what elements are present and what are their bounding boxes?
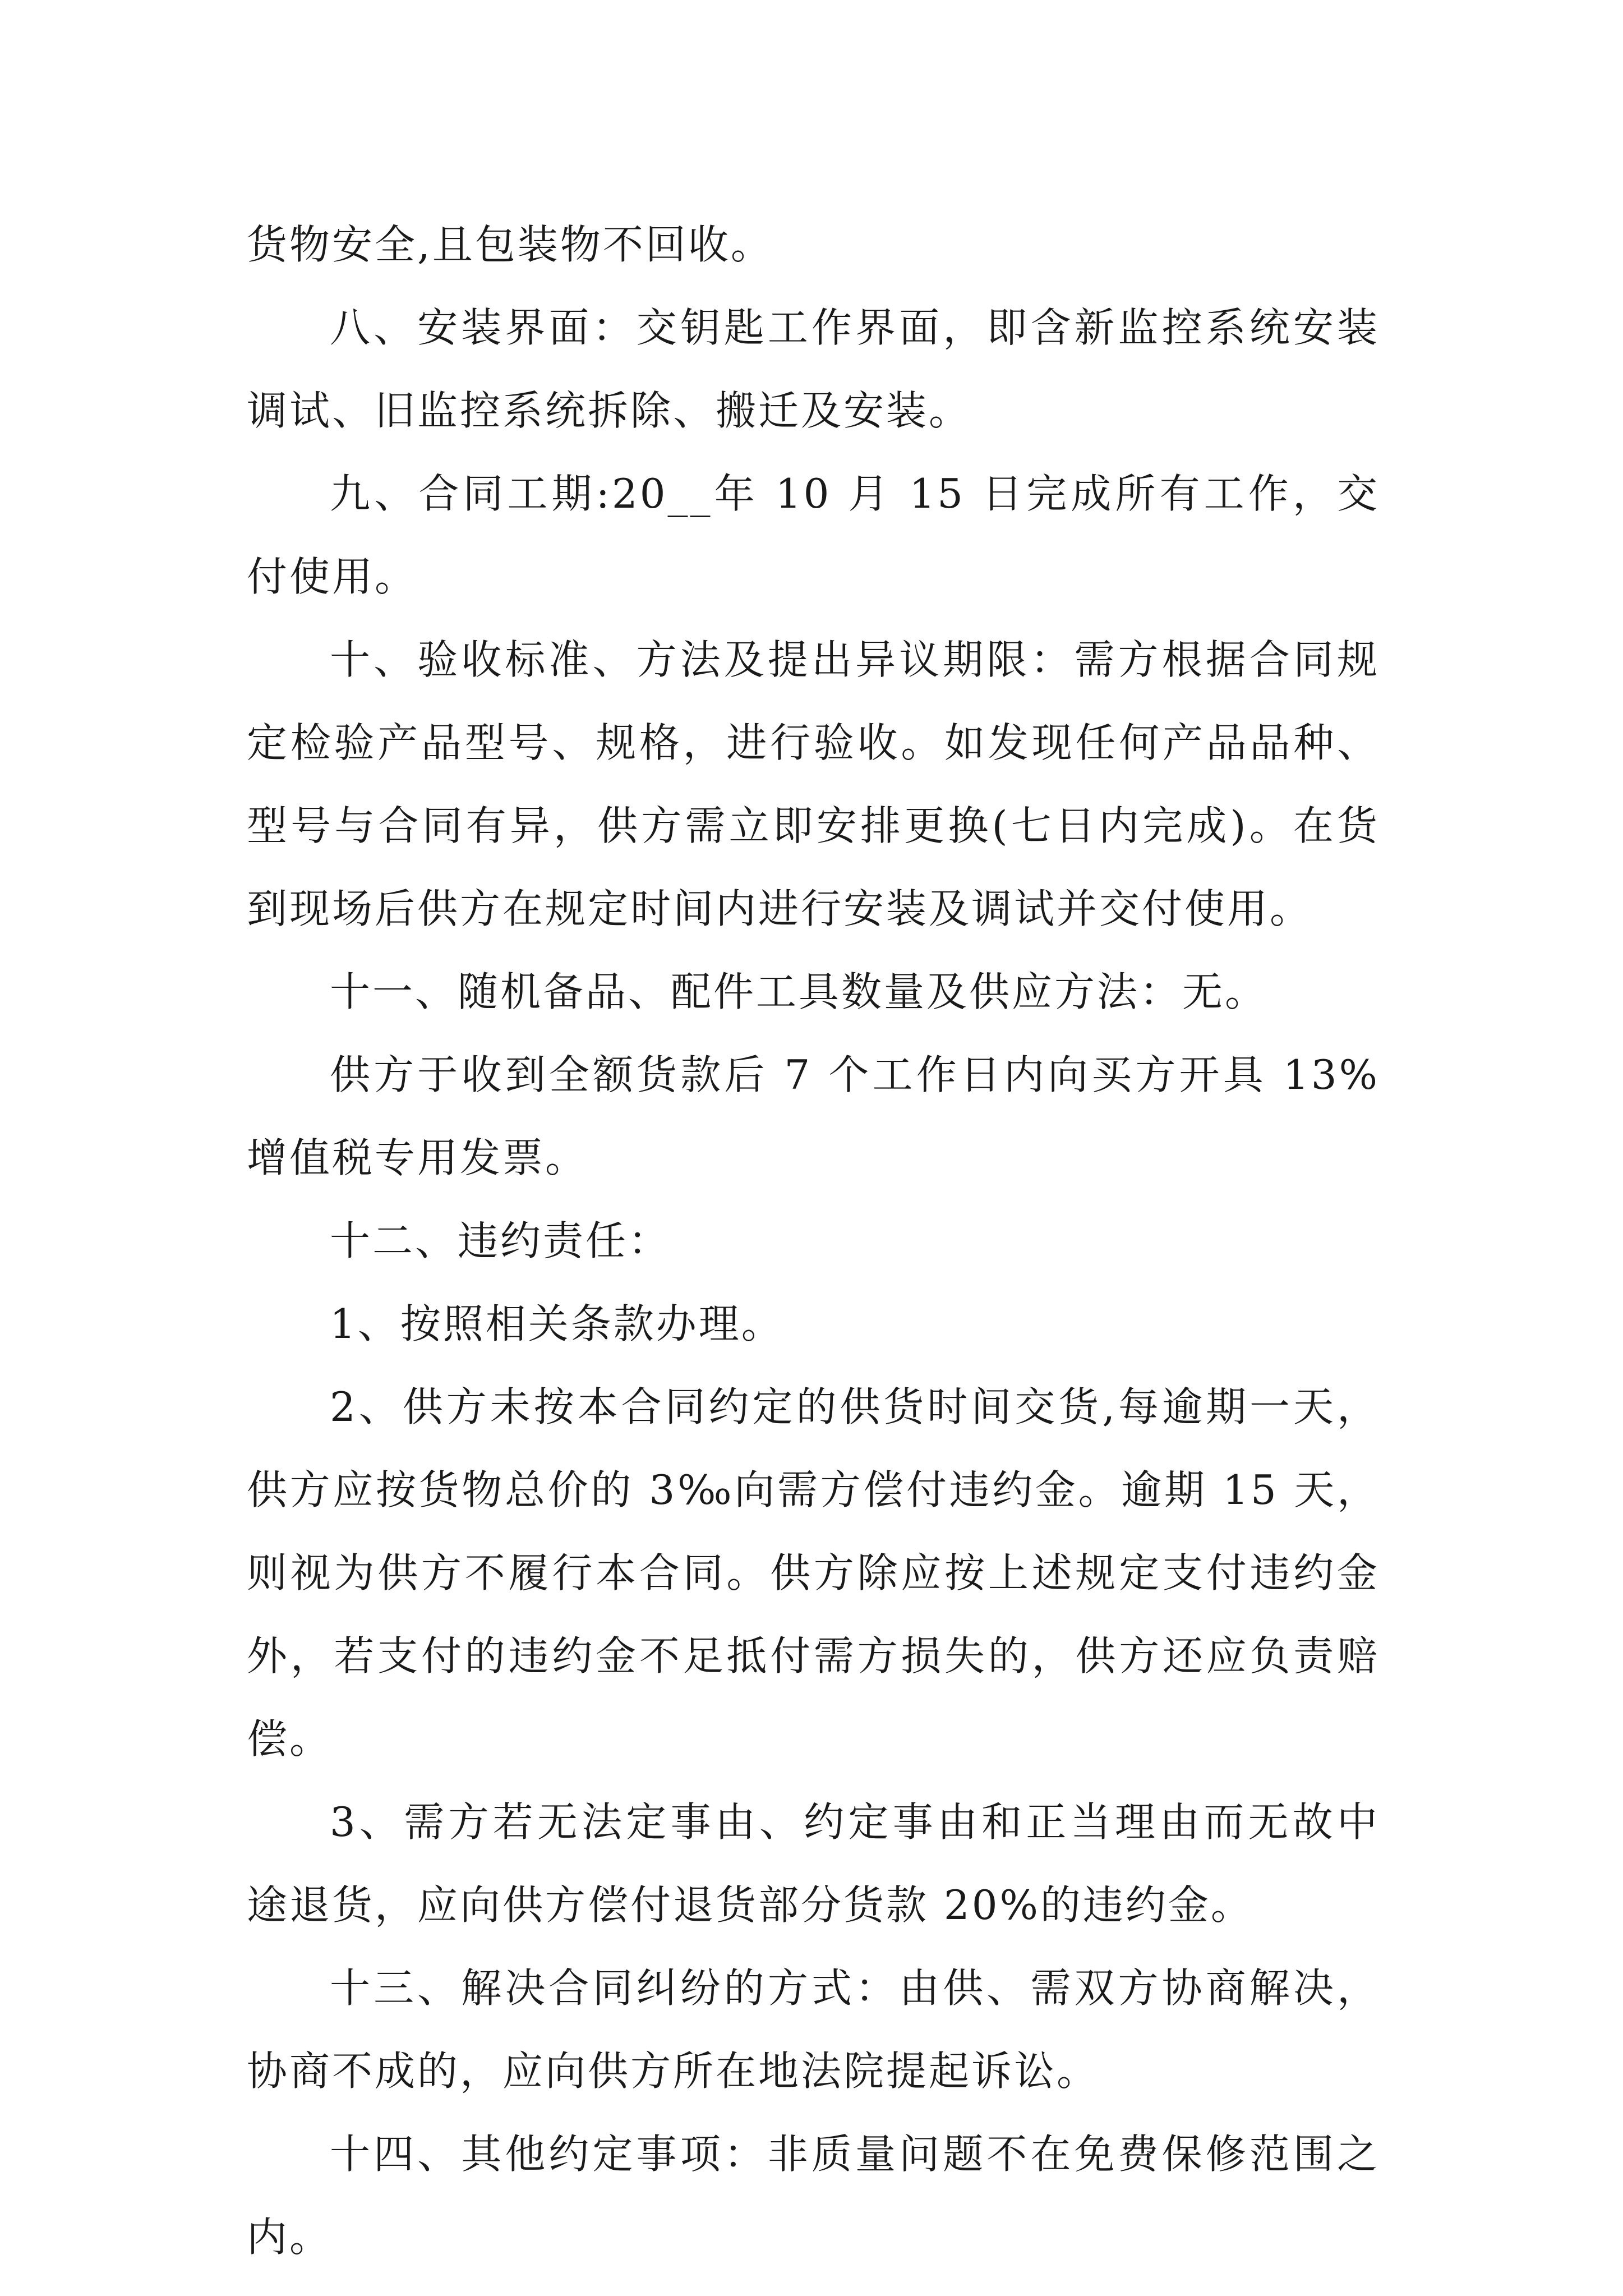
paragraph-clause-12-item-3: 3、需方若无法定事由、约定事由和正当理由而无故中途退货，应向供方偿付退货部分货款 20%的违约金。 [247,1798,1380,1929]
paragraph-clause-9: 九、合同工期:20__年 10 月 15 日完成所有工作，交付使用。 [247,470,1380,600]
paragraph-clause-13: 十三、解决合同纠纷的方式：由供、需双方协商解决，协商不成的，应向供方所在地法院提起诉讼。 [247,1964,1380,2095]
paragraph-clause-12-item-2: 2、供方未按本合同约定的供货时间交货,每逾期一天，供方应按货物总价的 3‰向需方偿付违约金。逾期 15 天，则视为供方不履行本合同。供方除应按上述规定支付违约金外，若支付的违约金不足抵付需方损失的，供方还应负责赔偿。 [247,1383,1380,1763]
paragraph-clause-12-item-1: 1、按照相关条款办理。 [330,1300,784,1347]
contract-body [247,203,1380,2279]
paragraph-clause-11: 十一、随机备品、配件工具数量及供应方法：无。 [330,968,1268,1015]
paragraph-clause-8: 八、安装界面：交钥匙工作界面，即含新监控系统安装调试、旧监控系统拆除、搬迁及安装。 [247,304,1380,434]
paragraph-clause-14: 十四、其他约定事项：非质量问题不在免费保修范围之内。 [247,2131,1380,2261]
paragraph-clause-12: 十二、违约责任： [330,1217,671,1264]
paragraph-invoice: 供方于收到全额货款后 7 个工作日内向买方开具 13%增值税专用发票。 [247,1051,1380,1181]
paragraph-clause-10: 十、验收标准、方法及提出异议期限：需方根据合同规定检验产品型号、规格，进行验收。如发现任何产品品种、型号与合同有异，供方需立即安排更换(七日内完成)。在货到现场后供方在规定时间内进行安装及调试并交付使用。 [247,636,1380,932]
paragraph-continuation: 货物安全,且包装物不回收。 [247,221,773,268]
